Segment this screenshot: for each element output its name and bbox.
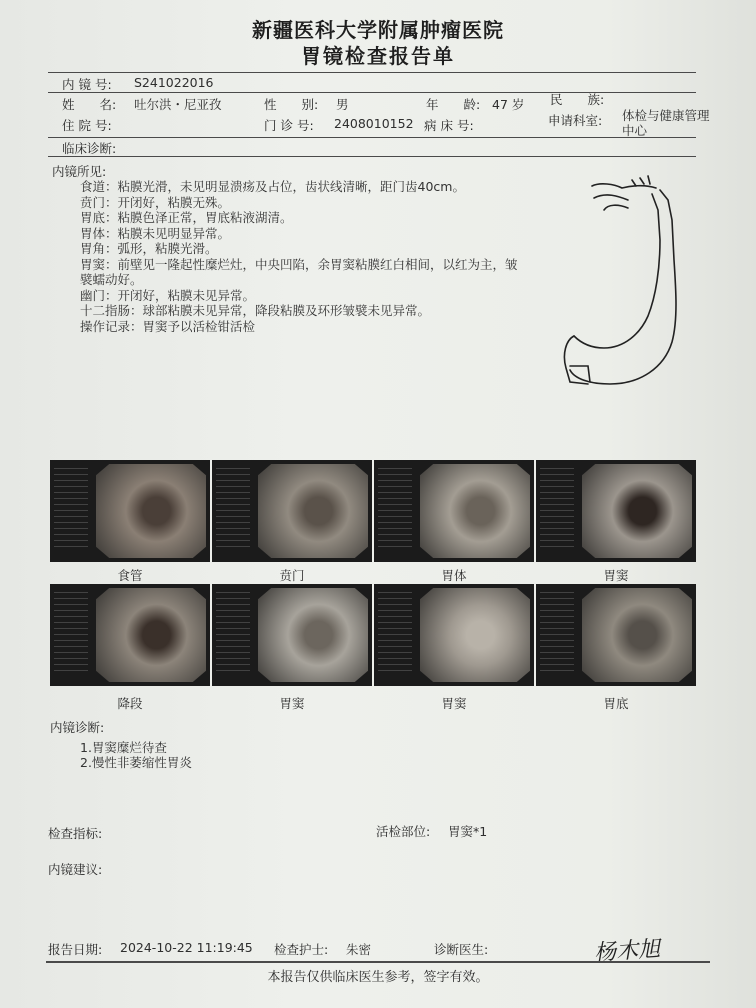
dept-label: 申请科室:	[548, 113, 603, 128]
findings-title: 内镜所见:	[52, 164, 107, 179]
rule-3	[48, 137, 696, 138]
nurse-label: 检查护士:	[274, 942, 329, 957]
name-label: 姓 名:	[62, 97, 117, 112]
biopsy-site-label: 活检部位:	[376, 824, 431, 839]
ethnicity-label: 民 族:	[550, 92, 605, 107]
nurse-value: 朱密	[346, 942, 372, 957]
rule-4	[48, 156, 696, 157]
finding-fundus: 胃底：粘膜色泽正常，胃底粘液湖清。	[80, 210, 293, 225]
finding-antrum: 胃窦：前壁见一隆起性糜烂灶，中央凹陷，余胃窦粘膜红白相间，以红为主，皱襞蠕动好。	[80, 256, 518, 287]
report-title: 胃镜检查报告单	[301, 44, 455, 68]
finding-body: 胃体：粘膜未见明显异常。	[80, 225, 231, 241]
finding-cardia: 贲门：开闭好，粘膜无殊。	[80, 194, 231, 210]
image-caption-3: 胃体	[441, 568, 467, 583]
clinical-dx-label: 临床诊断:	[62, 141, 117, 156]
dept-value-line1: 体检与健康管理	[622, 108, 710, 123]
name-value: 吐尔洪・尼亚孜	[134, 97, 222, 112]
image-caption-6: 胃窦	[279, 696, 305, 711]
hospital-name: 新疆医科大学附属肿瘤医院	[252, 18, 504, 42]
finding-esophagus: 食道：粘膜光滑，未见明显溃疡及占位，齿状线清晰，距门齿40cm。	[80, 179, 465, 194]
stomach-diagram-icon	[548, 170, 718, 400]
outpatient-no-label: 门 诊 号:	[264, 118, 314, 133]
finding-procedure: 操作记录：胃窦予以活检钳活检	[80, 318, 256, 334]
top-rule	[48, 72, 696, 73]
diagnosis-item-2: 2.慢性非萎缩性胃炎	[80, 755, 192, 770]
age-value: 47 岁	[492, 97, 525, 112]
report-date-value: 2024-10-22 11:19:45	[120, 940, 253, 955]
image-caption-1: 食管	[117, 568, 143, 583]
finding-duodenum: 十二指肠：球部粘膜未见异常，降段粘膜及环形皱襞未见异常。	[80, 303, 431, 318]
endoscope-no-label: 内 镜 号:	[62, 77, 112, 92]
footer-rule	[46, 961, 710, 963]
report-date-label: 报告日期:	[48, 942, 103, 957]
findings-list	[80, 179, 550, 334]
inpatient-no-label: 住 院 号:	[62, 118, 112, 133]
endoscopy-advice-label: 内镜建议:	[48, 862, 103, 877]
endoscopy-image-5[interactable]	[50, 584, 210, 686]
finding-angle: 胃角：弧形，粘膜光滑。	[80, 241, 218, 256]
endoscopy-image-6[interactable]	[212, 584, 372, 686]
age-label: 年 龄:	[426, 97, 481, 112]
endoscopy-image-1[interactable]	[50, 460, 210, 562]
diagnosis-title: 内镜诊断:	[50, 720, 105, 735]
exam-indicator-label: 检查指标:	[48, 826, 103, 841]
dept-value-line2: 中心	[622, 123, 648, 138]
sex-value: 男	[336, 97, 349, 112]
endoscope-no-value: S241022016	[134, 75, 214, 90]
image-caption-8: 胃底	[603, 696, 629, 711]
sex-label: 性 别:	[264, 97, 319, 112]
bed-no-label: 病 床 号:	[424, 118, 474, 133]
image-caption-7: 胃窦	[441, 696, 467, 711]
endoscopy-image-4[interactable]	[536, 460, 696, 562]
endoscopy-image-3[interactable]	[374, 460, 534, 562]
image-caption-5: 降段	[117, 696, 143, 711]
doctor-signature: 杨木旭	[593, 936, 661, 967]
image-caption-2: 贲门	[279, 568, 305, 583]
image-caption-4: 胃窦	[603, 568, 629, 583]
endoscopy-image-8[interactable]	[536, 584, 696, 686]
endoscopy-image-7[interactable]	[374, 584, 534, 686]
footer-note: 本报告仅供临床医生参考，签字有效。	[267, 970, 489, 985]
biopsy-site-value: 胃窦*1	[448, 824, 488, 839]
doctor-label: 诊断医生:	[434, 942, 489, 957]
endoscopy-image-2[interactable]	[212, 460, 372, 562]
finding-pylorus: 幽门：开闭好，粘膜未见异常。	[80, 287, 256, 303]
outpatient-no-value: 2408010152	[334, 116, 414, 131]
diagnosis-item-1: 1.胃窦糜烂待查	[80, 740, 167, 755]
